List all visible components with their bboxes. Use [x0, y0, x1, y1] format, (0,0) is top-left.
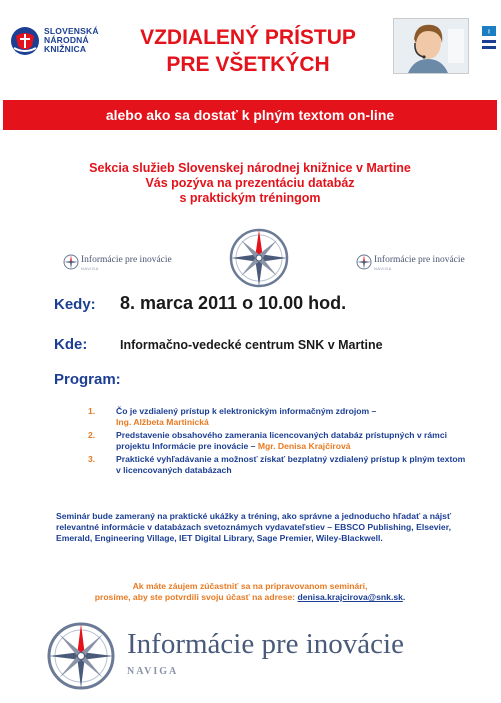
logo-line-1: SLOVENSKÁ [44, 26, 99, 36]
logo-line-3: KNIŽNICA [44, 44, 87, 54]
program-item-text: Čo je vzdialený prístup k elektronickým informačným zdrojom – [116, 406, 377, 416]
program-item [88, 454, 468, 476]
banner-text: alebo ako sa dostať k plným textom on-line [105, 107, 395, 123]
snk-logo-text [44, 27, 99, 54]
compass-icon [63, 254, 79, 270]
snk-logo-icon [10, 26, 40, 56]
program-item [88, 430, 468, 452]
program-item-text: Predstavenie obsahového zamerania licencovaných databáz prístupných v rámci projektu Informácie pre inovácie – [116, 430, 447, 451]
compass-icon [227, 226, 291, 290]
operator-photo [393, 18, 469, 74]
program-item-speaker: Mgr. Denisa Krajčírová [257, 441, 351, 451]
when-value: 8. marca 2011 o 10.00 hod. [120, 293, 347, 313]
intro-line-1: Sekcia služieb Slovenskej národnej knižnice v Martine [89, 161, 411, 175]
brand-sub: NAVIGA [81, 266, 99, 271]
contact-email-link[interactable]: denisa.krajcirova@snk.sk [297, 592, 403, 602]
when-label: Kedy: [54, 296, 96, 313]
registration-note [40, 581, 460, 603]
brand-name: Informácie pre inovácie [374, 255, 465, 265]
brand-sub: NAVIGA [127, 666, 179, 677]
program-item-number: 2. [88, 430, 96, 440]
brand-name: Informácie pre inovácie [127, 628, 404, 660]
registration-line-2 [40, 592, 460, 603]
seminar-description: Seminár bude zameraný na praktické ukážky a tréning, ako správne a jednoducho hľadať a nájsť relevantné informácie v databázach svetoznámych vydavateľstiev – EBSCO Publishing, Elsevier, Emerald, Engineering Village, IET Digital Library, Sage Premier, Wiley-Blackwell. [56, 511, 452, 543]
brand-name: Informácie pre inovácie [81, 255, 172, 265]
title-line-2: PRE VŠETKÝCH [166, 53, 330, 76]
invitation-text [40, 161, 460, 206]
program-label: Program: [54, 371, 121, 388]
program-item-number: 1. [88, 406, 96, 416]
program-item-text: Praktické vyhľadávanie a možnosť získať bezplatný vzdialený prístup k plným textom v licencovaných databázach [116, 454, 466, 475]
registration-line-1: Ak máte záujem zúčastniť sa na pripravovanom seminári, [132, 581, 368, 591]
snk-logo [10, 26, 120, 60]
title-line-1: VZDIALENÝ PRÍSTUP [140, 26, 356, 49]
intro-line-2: Vás pozýva na prezentáciu databáz [145, 176, 355, 190]
logo-line-2: NÁRODNÁ [44, 35, 89, 45]
compass-icon [45, 620, 117, 692]
program-item-speaker: Ing. Alžbeta Martinická [116, 417, 209, 427]
registration-end: . [402, 592, 406, 602]
page-title [110, 24, 386, 78]
program-item [88, 406, 468, 428]
intro-line-3: s praktickým tréningom [179, 191, 321, 205]
svg-text:i: i [488, 29, 490, 36]
brand-logo-right [356, 253, 466, 273]
where-value: Informačno-vedecké centrum SNK v Martine [120, 338, 383, 352]
brand-sub: NAVIGA [374, 266, 392, 271]
program-item-number: 3. [88, 454, 96, 464]
where-label: Kde: [54, 336, 88, 353]
compass-icon [356, 254, 372, 270]
brand-logo-large [45, 620, 455, 692]
brand-logo-left [63, 253, 173, 273]
registration-text: prosíme, aby ste potvrdili svoju účasť na adrese: [94, 592, 296, 602]
program-list [88, 406, 468, 478]
side-logo-icon [480, 24, 498, 68]
subtitle-banner [3, 100, 497, 130]
